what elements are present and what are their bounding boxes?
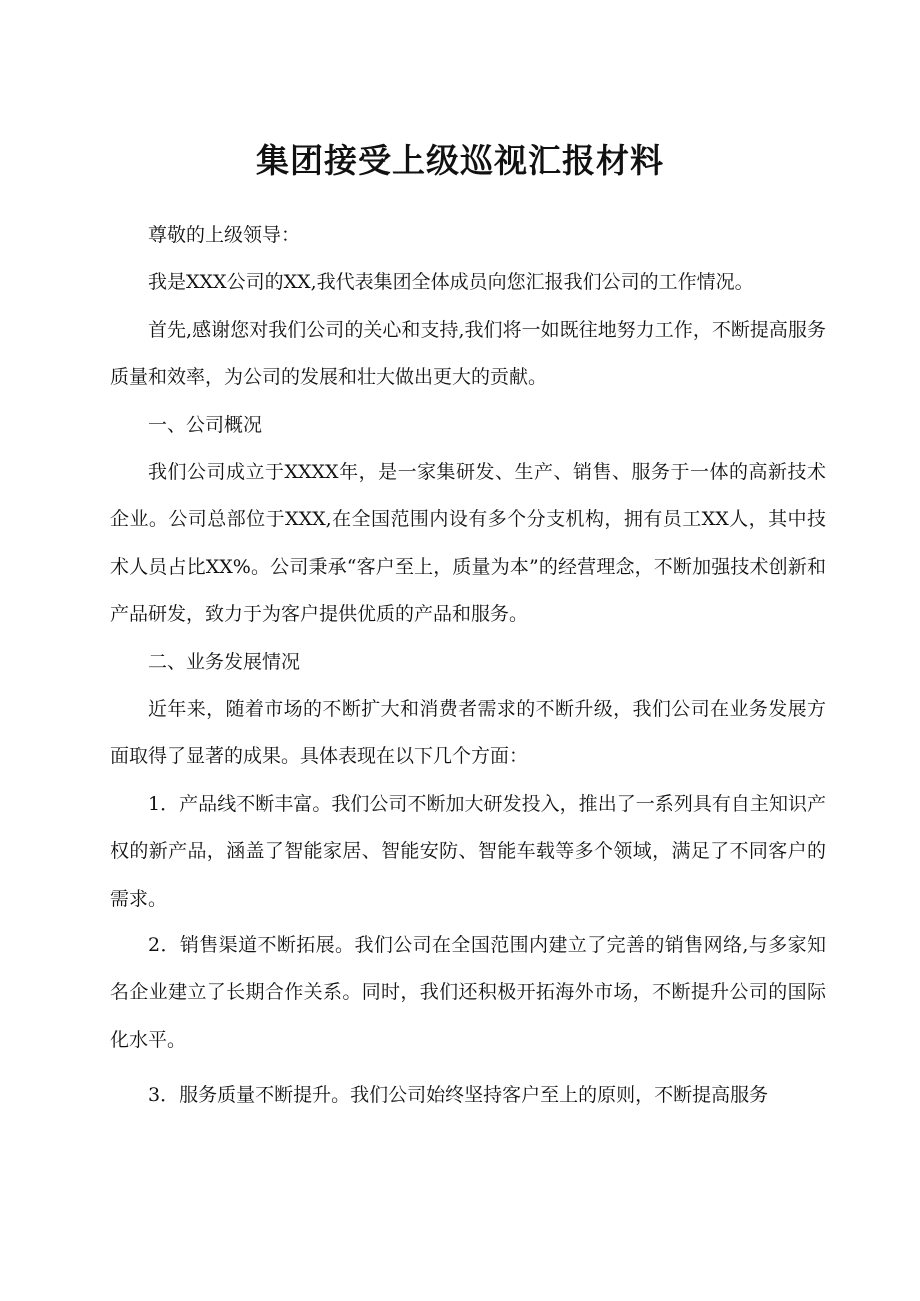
company-overview-paragraph: 我们公司成立于XXXX年，是一家集研发、生产、销售、服务于一体的高新技术企业。公司总部位于XXX,在全国范围内设有多个分支机构，拥有员工XX人，其中技术人员占比XX%。公司秉承“客户至上，质量为本”的经营理念，不断加强技术创新和产品研发，致力于为客户提供优质的产品和服务。 <box>110 461 826 625</box>
section-heading-business-development: 二、业务发展情况 <box>148 651 301 673</box>
thanks-paragraph: 首先,感谢您对我们公司的关心和支持,我们将一如既往地努力工作，不断提高服务质量和效率，为公司的发展和壮大做出更大的贡献。 <box>110 319 826 389</box>
business-development-paragraph: 近年来，随着市场的不断扩大和消费者需求的不断升级，我们公司在业务发展方面取得了显著的成果。具体表现在以下几个方面： <box>110 698 826 768</box>
list-item-sales-channels: 2．销售渠道不断拓展。我们公司在全国范围内建立了完善的销售网络,与多家知名企业建立了长期合作关系。同时，我们还积极开拓海外市场，不断提升公司的国际化水平。 <box>110 934 826 1051</box>
document-title: 集团接受上级巡视汇报材料 <box>256 141 664 181</box>
list-item-service-quality: 3．服务质量不断提升。我们公司始终坚持客户至上的原则，不断提高服务 <box>148 1084 769 1106</box>
section-heading-company-overview: 一、公司概况 <box>148 414 263 436</box>
list-item-product-line: 1．产品线不断丰富。我们公司不断加大研发投入，推出了一系列具有自主知识产权的新产品，涵盖了智能家居、智能安防、智能车载等多个领域，满足了不同客户的需求。 <box>110 793 826 910</box>
salutation: 尊敬的上级领导： <box>148 224 301 246</box>
intro-paragraph: 我是XXX公司的XX,我代表集团全体成员向您汇报我们公司的工作情况。 <box>148 271 754 293</box>
